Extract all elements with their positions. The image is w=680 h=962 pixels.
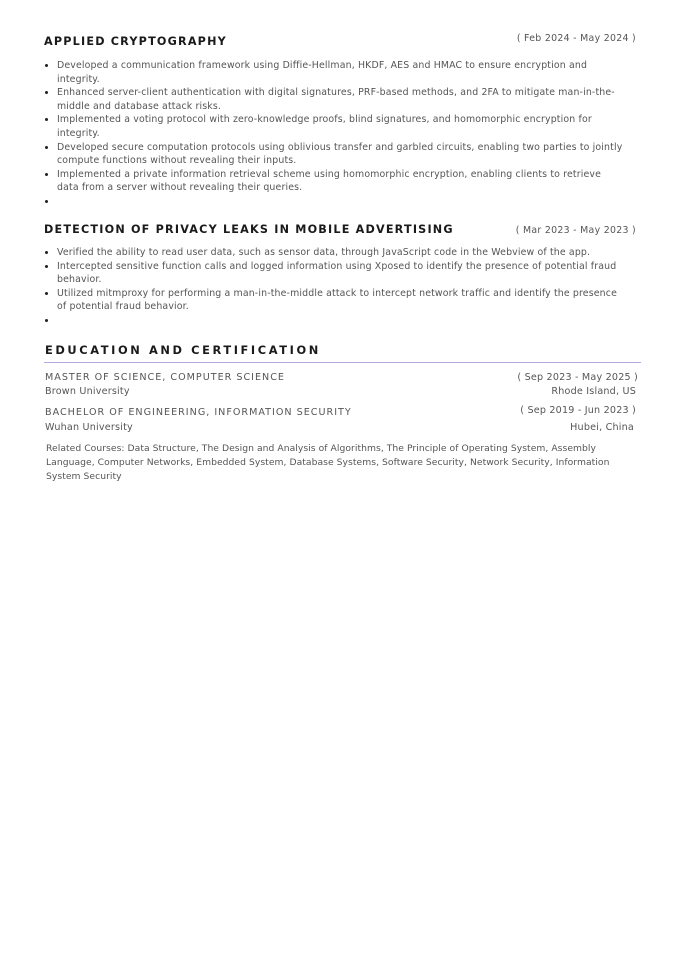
- project-bullets: [44, 246, 624, 328]
- school-name: Wuhan University: [45, 422, 133, 433]
- school-location: Hubei, China: [570, 422, 634, 433]
- bullet-item: Enhanced server-client authentication with digital signatures, PRF-based methods, and 2FA to mitigate man-in-the-middle and database attack risks.: [44, 86, 624, 113]
- project-header: [44, 223, 636, 236]
- project-bullets: [44, 59, 624, 209]
- project-date: ( Feb 2024 - May 2024 ): [516, 33, 636, 44]
- bullet-item: Developed a communication framework using Diffie-Hellman, HKDF, AES and HMAC to ensure encryption and integrity.: [44, 59, 624, 86]
- related-courses: Related Courses: Data Structure, The Design and Analysis of Algorithms, The Principle of Operating System, Assembly Language, Computer Networks, Embedded System, Database Systems, Software Security, Network Security, Information System Security: [46, 443, 610, 482]
- education-entry-row: [45, 422, 634, 433]
- bullet-item: Implemented a private information retrieval scheme using homomorphic encryption, enabling clients to retrieve data from a server without revealing their queries.: [44, 168, 624, 195]
- school-location: Rhode Island, US: [551, 386, 636, 397]
- project-title: DETECTION OF PRIVACY LEAKS IN MOBILE ADVERTISING: [44, 223, 454, 236]
- education-entry-row: [45, 372, 638, 383]
- project-date: ( Mar 2023 - May 2023 ): [515, 225, 636, 236]
- degree: MASTER OF SCIENCE, COMPUTER SCIENCE: [45, 372, 285, 383]
- education-date: ( Sep 2019 - Jun 2023 ): [520, 405, 636, 416]
- degree: BACHELOR OF ENGINEERING, INFORMATION SECURITY: [45, 407, 352, 418]
- section-title: EDUCATION AND CERTIFICATION: [45, 343, 321, 357]
- education-date: ( Sep 2023 - May 2025 ): [517, 372, 638, 383]
- education-entry-row: [45, 386, 636, 397]
- bullet-item: Verified the ability to read user data, such as sensor data, through JavaScript code in the Webview of the app.: [44, 246, 624, 260]
- education-entry-row: [45, 407, 636, 418]
- bullet-item: Intercepted sensitive function calls and logged information using Xposed to identify the presence of potential fraud behavior.: [44, 260, 624, 287]
- bullet-item: Utilized mitmproxy for performing a man-in-the-middle attack to intercept network traffic and identify the presence of potential fraud behavior.: [44, 287, 624, 314]
- project-title: APPLIED CRYPTOGRAPHY: [44, 35, 227, 48]
- school-name: Brown University: [45, 386, 130, 397]
- bullet-item: Implemented a voting protocol with zero-knowledge proofs, blind signatures, and homomorphic encryption for integrity.: [44, 113, 624, 140]
- bullet-item-empty: [44, 195, 624, 209]
- bullet-item: Developed secure computation protocols using oblivious transfer and garbled circuits, enabling two parties to jointly compute functions without revealing their inputs.: [44, 141, 624, 168]
- project-header: [44, 35, 636, 48]
- section-divider: [44, 362, 641, 363]
- bullet-item-empty: [44, 314, 624, 328]
